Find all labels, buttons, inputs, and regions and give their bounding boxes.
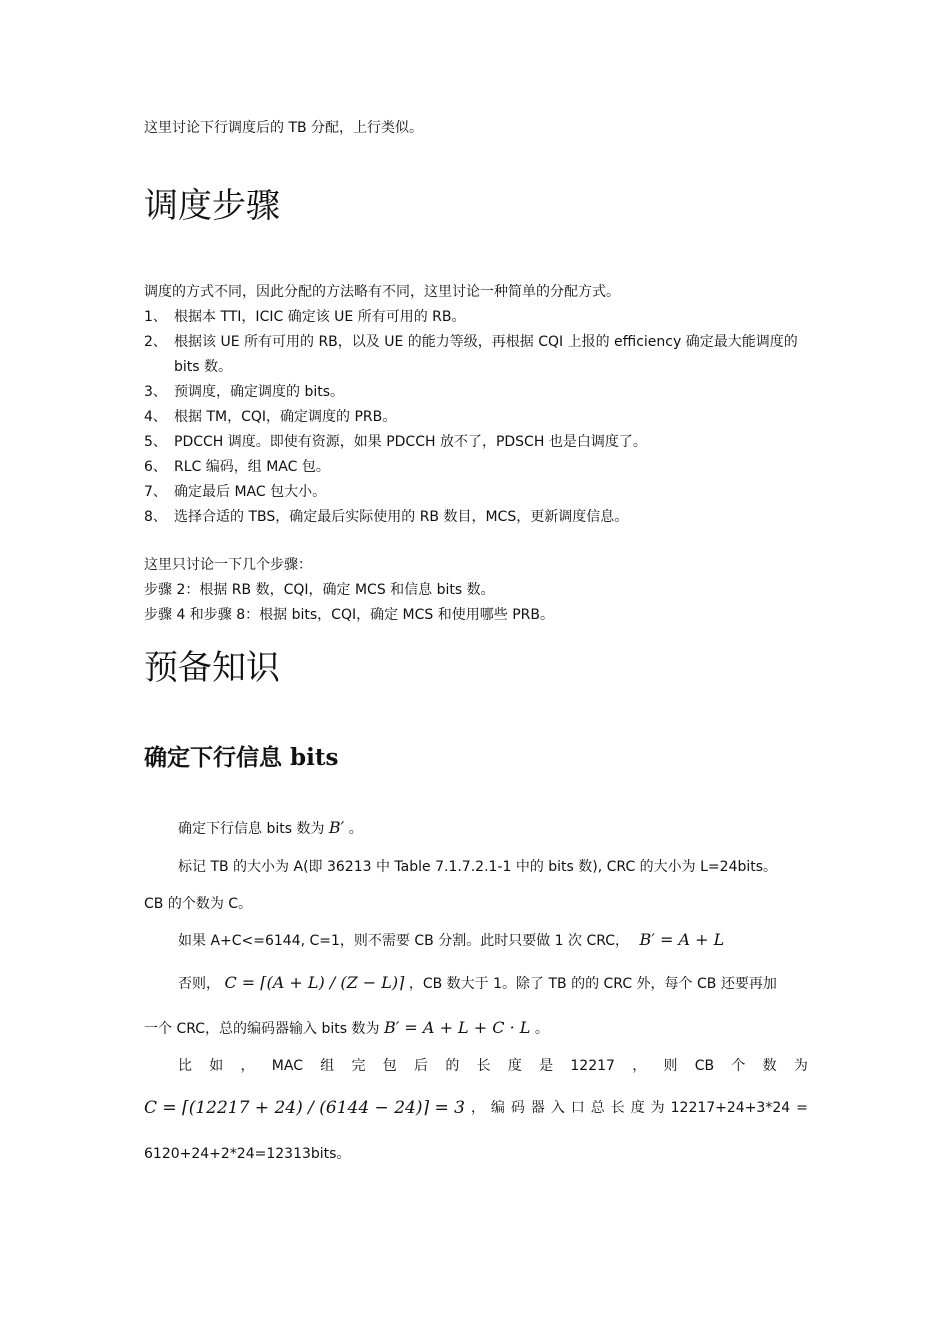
text-token: ， xyxy=(470,1100,485,1116)
text-token: CB xyxy=(694,1058,715,1074)
text-token: 器 xyxy=(530,1100,545,1116)
text-token: 12217 xyxy=(570,1058,615,1074)
math-example-formula: C = ⌈(12217 + 24) / (6144 − 24)⌉ = 3 xyxy=(144,1098,465,1118)
list-item xyxy=(144,380,808,405)
text-token: 总 xyxy=(590,1100,605,1116)
text-token: 度 xyxy=(507,1058,522,1074)
list-item xyxy=(144,455,808,480)
paragraph-cb-count: CB 的个数为 C。 xyxy=(144,896,253,912)
text-token: 则 xyxy=(663,1058,678,1074)
list-text: 根据 TM，CQI，确定调度的 PRB。 xyxy=(174,409,397,425)
text-token: 包 xyxy=(382,1058,397,1074)
text-run: 。 xyxy=(348,821,363,837)
text-token: 长 xyxy=(610,1100,625,1116)
list-number: 6、 xyxy=(144,459,167,475)
text-token: MAC xyxy=(271,1058,303,1074)
list-number: 2、 xyxy=(144,334,167,350)
list-number: 7、 xyxy=(144,484,167,500)
text-token: 编 xyxy=(490,1100,505,1116)
text-token: 入 xyxy=(550,1100,565,1116)
scheduling-lead-paragraph: 调度的方式不同，因此分配的方法略有不同，这里讨论一种简单的分配方式。 xyxy=(144,284,620,300)
list-item xyxy=(144,305,808,330)
intro-paragraph: 这里讨论下行调度后的 TB 分配，上行类似。 xyxy=(144,120,424,136)
list-number: 3、 xyxy=(144,384,167,400)
text-token: 比 xyxy=(178,1058,192,1074)
text-token: ， xyxy=(240,1058,255,1074)
list-text: 预调度，确定调度的 bits。 xyxy=(174,384,345,400)
subheading-text: 确定下行信息 xyxy=(144,744,282,771)
heading-background-knowledge: 预备知识 xyxy=(144,648,280,688)
text-run: 如果 A+C<=6144, C=1，则不需要 CB 分割。此时只要做 1 次 CRC， xyxy=(178,933,630,949)
math-encoder-input-formula: B′ = A + L + C · L xyxy=(383,1018,531,1037)
text-token: 完 xyxy=(351,1058,366,1074)
text-token: 为 xyxy=(793,1058,808,1074)
discuss-step-4-8: 步骤 4 和步骤 8：根据 bits，CQI，确定 MCS 和使用哪些 PRB。 xyxy=(144,607,554,623)
paragraph-segmentation xyxy=(178,973,777,994)
list-item xyxy=(144,505,808,530)
discuss-lead-paragraph: 这里只讨论一下几个步骤： xyxy=(144,557,312,573)
text-token: 12217+24+3*24 xyxy=(670,1100,791,1116)
text-token: 是 xyxy=(539,1058,554,1074)
discuss-step-2: 步骤 2：根据 RB 数，CQI，确定 MCS 和信息 bits 数。 xyxy=(144,582,495,598)
text-run: ，CB 数大于 1。除了 TB 的的 CRC 外，每个 CB 还要再加 xyxy=(408,976,777,992)
math-b-prime-formula: B′ = A + L xyxy=(639,930,725,949)
list-number: 4、 xyxy=(144,409,167,425)
list-item xyxy=(144,480,808,505)
paragraph-example-result: 6120+24+2*24=12313bits。 xyxy=(144,1146,351,1162)
text-token: 码 xyxy=(510,1100,525,1116)
text-run: 否则， xyxy=(178,976,220,992)
list-text: PDCCH 调度。即使有资源，如果 PDCCH 放不了，PDSCH 也是白调度了。 xyxy=(174,434,647,450)
text-run: 确定下行信息 bits 数为 xyxy=(178,821,325,837)
math-b-prime: B′ xyxy=(328,818,345,837)
subheading-bold-text: bits xyxy=(290,744,339,771)
list-text: 根据该 UE 所有可用的 RB，以及 UE 的能力等级，再根据 CQI 上报的 efficiency 确定最大能调度的 bits 数。 xyxy=(174,334,798,375)
list-number: 1、 xyxy=(144,309,167,325)
paragraph-example-line-2 xyxy=(144,1098,808,1118)
text-token: ， xyxy=(632,1058,647,1074)
text-token: 的 xyxy=(445,1058,460,1074)
list-text: RLC 编码，组 MAC 包。 xyxy=(174,459,330,475)
list-number: 8、 xyxy=(144,509,167,525)
paragraph-encoder-input xyxy=(144,1018,549,1039)
text-token: 个 xyxy=(731,1058,746,1074)
list-text: 根据本 TTI，ICIC 确定该 UE 所有可用的 RB。 xyxy=(174,309,466,325)
list-text: 确定最后 MAC 包大小。 xyxy=(174,484,327,500)
text-run: 。 xyxy=(534,1021,549,1037)
list-text: 选择合适的 TBS，确定最后实际使用的 RB 数目，MCS，更新调度信息。 xyxy=(174,509,629,525)
paragraph-example-line-1 xyxy=(178,1056,808,1076)
list-item xyxy=(144,405,808,430)
text-token: 如 xyxy=(209,1058,224,1074)
subheading-downlink-bits xyxy=(144,742,338,774)
text-token: 长 xyxy=(476,1058,491,1074)
list-item xyxy=(144,430,808,455)
math-cb-count-formula: C = ⌈(A + L) / (Z − L)⌉ xyxy=(224,973,405,992)
text-token: 后 xyxy=(414,1058,429,1074)
paragraph-no-segmentation xyxy=(178,930,724,951)
heading-scheduling-steps: 调度步骤 xyxy=(144,186,280,226)
text-token: 口 xyxy=(570,1100,585,1116)
text-token: 度 xyxy=(630,1100,645,1116)
text-token: 数 xyxy=(762,1058,777,1074)
text-run: 一个 CRC，总的编码器输入 bits 数为 xyxy=(144,1021,380,1037)
text-token: 组 xyxy=(320,1058,335,1074)
list-number: 5、 xyxy=(144,434,167,450)
list-item xyxy=(144,330,808,380)
paragraph-tb-size: 标记 TB 的大小为 A(即 36213 中 Table 7.1.7.2.1-1 中的 bits 数), CRC 的大小为 L=24bits。 xyxy=(178,859,778,875)
text-token: = xyxy=(796,1100,808,1116)
paragraph-bits-definition xyxy=(178,818,363,839)
text-token: 为 xyxy=(650,1100,665,1116)
